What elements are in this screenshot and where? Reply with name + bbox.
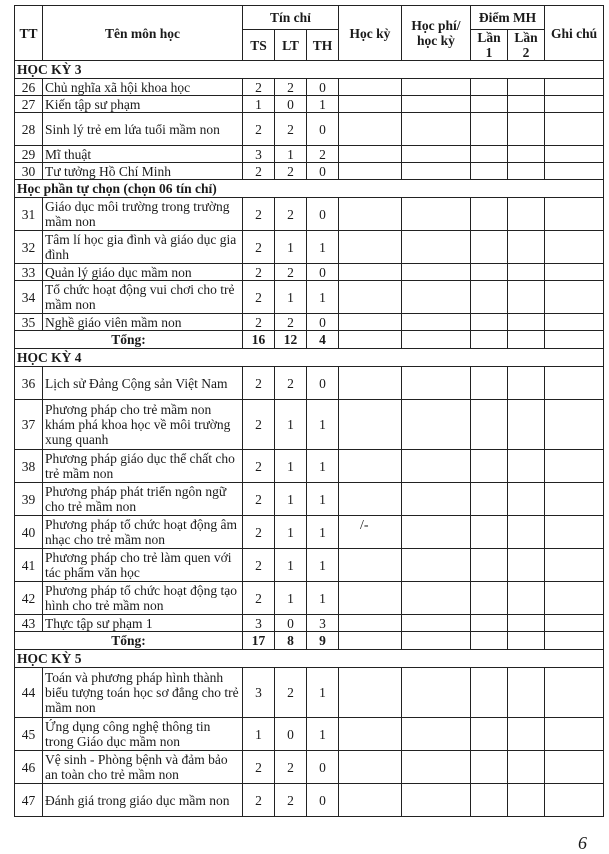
row-lan1	[471, 582, 508, 615]
row-lan2	[508, 615, 545, 632]
row-hoc-phi	[402, 314, 471, 331]
row-ts: 2	[243, 549, 275, 582]
header-th: TH	[307, 30, 339, 61]
row-hoc-ky	[339, 549, 402, 582]
row-th: 0	[307, 264, 339, 281]
row-lt: 2	[275, 314, 307, 331]
row-hoc-ky	[339, 516, 402, 549]
row-th: 0	[307, 314, 339, 331]
row-ghi-chu	[545, 549, 604, 582]
table-row	[15, 79, 604, 96]
row-name: Quản lý giáo dục mầm non	[43, 264, 243, 281]
row-lan1	[471, 96, 508, 113]
hoc-phi-mark: /-	[360, 518, 369, 533]
row-ghi-chu	[545, 198, 604, 231]
row-th: 1	[307, 483, 339, 516]
row-lan1	[471, 751, 508, 784]
table-row	[15, 96, 604, 113]
row-name: Tư tưởng Hồ Chí Minh	[43, 163, 243, 180]
row-lan1	[471, 264, 508, 281]
row-ts: 2	[243, 79, 275, 96]
header-lan2: Lần 2	[508, 30, 545, 61]
row-hoc-phi	[402, 549, 471, 582]
row-lt: 1	[275, 582, 307, 615]
row-lan1	[471, 718, 508, 751]
row-hoc-phi	[402, 113, 471, 146]
row-th: 1	[307, 281, 339, 314]
row-name: Tổ chức hoạt động vui chơi cho trẻ mầm non	[43, 281, 243, 314]
total-row-hk4	[15, 632, 604, 650]
row-hoc-phi	[402, 400, 471, 450]
row-lan1	[471, 784, 508, 817]
row-lt: 0	[275, 615, 307, 632]
row-ts: 2	[243, 314, 275, 331]
row-hoc-ky	[339, 314, 402, 331]
row-th: 0	[307, 367, 339, 400]
row-hoc-ky	[339, 483, 402, 516]
row-lan1	[471, 367, 508, 400]
row-hoc-phi	[402, 784, 471, 817]
row-lan1	[471, 483, 508, 516]
row-ghi-chu	[545, 668, 604, 718]
table-row	[15, 668, 604, 718]
row-th: 0	[307, 163, 339, 180]
row-ghi-chu	[545, 231, 604, 264]
row-lan1	[471, 113, 508, 146]
table-row	[15, 163, 604, 180]
row-lan1	[471, 79, 508, 96]
row-lan1	[471, 198, 508, 231]
total-row-hk3	[15, 331, 604, 349]
row-lan2	[508, 96, 545, 113]
row-lan2	[508, 784, 545, 817]
header-tt: TT	[15, 6, 43, 61]
table-row	[15, 549, 604, 582]
row-name: Tâm lí học gia đình và giáo dục gia đình	[43, 231, 243, 264]
table-row	[15, 400, 604, 450]
row-ts: 2	[243, 582, 275, 615]
total-label: Tổng:	[15, 331, 243, 349]
row-lan2	[508, 264, 545, 281]
row-th: 3	[307, 615, 339, 632]
row-ts: 1	[243, 96, 275, 113]
row-ts: 2	[243, 113, 275, 146]
row-tt: 32	[15, 231, 43, 264]
row-lan2	[508, 231, 545, 264]
header-tin-chi: Tín chỉ	[243, 6, 339, 30]
row-hoc-phi	[402, 163, 471, 180]
row-th: 1	[307, 516, 339, 549]
table-row	[15, 516, 604, 549]
row-ghi-chu	[545, 582, 604, 615]
row-tt: 38	[15, 450, 43, 483]
table-row	[15, 751, 604, 784]
total-label: Tổng:	[15, 632, 243, 650]
row-hoc-phi	[402, 516, 471, 549]
row-name: Ứng dụng công nghệ thông tin trong Giáo dục mầm non	[43, 718, 243, 751]
row-name: Phương pháp phát triển ngôn ngữ cho trẻ mầm non	[43, 483, 243, 516]
row-hoc-ky	[339, 264, 402, 281]
row-ghi-chu	[545, 516, 604, 549]
row-hoc-ky	[339, 231, 402, 264]
table-row	[15, 367, 604, 400]
row-name: Nghề giáo viên mầm non	[43, 314, 243, 331]
row-hoc-ky	[339, 96, 402, 113]
table-row	[15, 450, 604, 483]
row-th: 1	[307, 400, 339, 450]
row-ghi-chu	[545, 400, 604, 450]
row-ts: 2	[243, 450, 275, 483]
row-tt: 39	[15, 483, 43, 516]
row-name: Giáo dục môi trường trong trường mầm non	[43, 198, 243, 231]
row-hoc-ky	[339, 582, 402, 615]
row-ts: 2	[243, 367, 275, 400]
row-tt: 44	[15, 668, 43, 718]
row-lt: 2	[275, 784, 307, 817]
total-ts: 17	[243, 632, 275, 650]
row-ts: 2	[243, 198, 275, 231]
row-th: 1	[307, 718, 339, 751]
row-hoc-phi	[402, 718, 471, 751]
row-hoc-ky	[339, 113, 402, 146]
row-lan2	[508, 516, 545, 549]
row-name: Chủ nghĩa xã hội khoa học	[43, 79, 243, 96]
row-ghi-chu	[545, 163, 604, 180]
row-tt: 45	[15, 718, 43, 751]
row-ts: 2	[243, 784, 275, 817]
table-row	[15, 718, 604, 751]
row-ts: 2	[243, 400, 275, 450]
row-ts: 2	[243, 516, 275, 549]
row-hoc-phi	[402, 668, 471, 718]
row-hoc-phi	[402, 231, 471, 264]
table-row	[15, 231, 604, 264]
row-lan2	[508, 367, 545, 400]
row-name: Toán và phương pháp hình thành biểu tượng toán học sơ đẳng cho trẻ mầm non	[43, 668, 243, 718]
page-number: 6	[578, 833, 587, 853]
row-ghi-chu	[545, 784, 604, 817]
row-tt: 47	[15, 784, 43, 817]
section-elective: Học phần tự chọn (chọn 06 tín chỉ)	[15, 180, 604, 198]
table-row	[15, 582, 604, 615]
row-hoc-ky	[339, 79, 402, 96]
row-lan1	[471, 615, 508, 632]
row-lan2	[508, 400, 545, 450]
row-hoc-ky	[339, 751, 402, 784]
row-hoc-ky	[339, 198, 402, 231]
row-ts: 2	[243, 751, 275, 784]
row-ghi-chu	[545, 314, 604, 331]
row-hoc-ky	[339, 784, 402, 817]
row-hoc-phi	[402, 483, 471, 516]
section-hk4: HỌC KỲ 4	[15, 349, 604, 367]
row-ghi-chu	[545, 718, 604, 751]
row-lt: 1	[275, 281, 307, 314]
row-lt: 0	[275, 718, 307, 751]
row-ts: 3	[243, 615, 275, 632]
row-hoc-ky	[339, 615, 402, 632]
row-ts: 2	[243, 281, 275, 314]
row-lt: 2	[275, 79, 307, 96]
header-hoc-phi: Học phí/ học kỳ	[402, 6, 471, 61]
row-lan1	[471, 668, 508, 718]
row-tt: 33	[15, 264, 43, 281]
row-hoc-ky	[339, 281, 402, 314]
row-name: Kiến tập sư phạm	[43, 96, 243, 113]
row-tt: 42	[15, 582, 43, 615]
row-lt: 2	[275, 113, 307, 146]
row-lan2	[508, 163, 545, 180]
row-name: Phương pháp tổ chức hoạt động âm nhạc cho trẻ mầm non	[43, 516, 243, 549]
table-row	[15, 264, 604, 281]
row-lan2	[508, 718, 545, 751]
row-hoc-phi	[402, 281, 471, 314]
row-lan2	[508, 582, 545, 615]
row-lan2	[508, 751, 545, 784]
row-lan1	[471, 163, 508, 180]
header-ghi-chu: Ghi chú	[545, 6, 604, 61]
row-tt: 35	[15, 314, 43, 331]
row-hoc-ky	[339, 668, 402, 718]
table-row	[15, 483, 604, 516]
row-lan2	[508, 113, 545, 146]
row-th: 1	[307, 549, 339, 582]
row-th: 1	[307, 582, 339, 615]
row-lan2	[508, 79, 545, 96]
total-lt: 12	[275, 331, 307, 349]
row-tt: 41	[15, 549, 43, 582]
total-th: 4	[307, 331, 339, 349]
row-lan2	[508, 314, 545, 331]
row-ts: 2	[243, 163, 275, 180]
row-lan1	[471, 231, 508, 264]
row-lan2	[508, 281, 545, 314]
row-tt: 30	[15, 163, 43, 180]
row-tt: 43	[15, 615, 43, 632]
row-lan2	[508, 198, 545, 231]
row-lan1	[471, 281, 508, 314]
row-hoc-phi	[402, 79, 471, 96]
row-name: Thực tập sư phạm 1	[43, 615, 243, 632]
row-hoc-phi	[402, 146, 471, 163]
row-hoc-ky	[339, 400, 402, 450]
row-name: Phương pháp tổ chức hoạt động tạo hình cho trẻ mầm non	[43, 582, 243, 615]
row-ts: 2	[243, 483, 275, 516]
header-diem-mh: Điểm MH	[471, 6, 545, 30]
row-tt: 31	[15, 198, 43, 231]
header-lan1: Lần 1	[471, 30, 508, 61]
header-lt: LT	[275, 30, 307, 61]
table-row	[15, 784, 604, 817]
row-tt: 34	[15, 281, 43, 314]
table-row	[15, 314, 604, 331]
row-ghi-chu	[545, 113, 604, 146]
table-row	[15, 146, 604, 163]
table-row	[15, 281, 604, 314]
row-name: Sinh lý trẻ em lứa tuổi mầm non	[43, 113, 243, 146]
row-name: Mĩ thuật	[43, 146, 243, 163]
row-th: 1	[307, 450, 339, 483]
row-hoc-ky	[339, 450, 402, 483]
row-lt: 1	[275, 450, 307, 483]
total-lt: 8	[275, 632, 307, 650]
row-hoc-phi	[402, 582, 471, 615]
row-tt: 29	[15, 146, 43, 163]
row-hoc-phi	[402, 198, 471, 231]
row-name: Phương pháp cho trẻ mầm non khám phá khoa học về môi trường xung quanh	[43, 400, 243, 450]
row-lt: 1	[275, 231, 307, 264]
row-lt: 1	[275, 146, 307, 163]
total-th: 9	[307, 632, 339, 650]
row-name: Đánh giá trong giáo dục mầm non	[43, 784, 243, 817]
row-lan1	[471, 549, 508, 582]
row-lt: 2	[275, 751, 307, 784]
row-name: Phương pháp cho trẻ làm quen với tác phẩm văn học	[43, 549, 243, 582]
row-name: Phương pháp giáo dục thể chất cho trẻ mầm non	[43, 450, 243, 483]
row-hoc-ky	[339, 146, 402, 163]
row-th: 1	[307, 231, 339, 264]
row-tt: 28	[15, 113, 43, 146]
row-th: 0	[307, 784, 339, 817]
total-ts: 16	[243, 331, 275, 349]
row-lan2	[508, 146, 545, 163]
row-th: 2	[307, 146, 339, 163]
row-lan2	[508, 668, 545, 718]
row-ghi-chu	[545, 751, 604, 784]
section-hk5: HỌC KỲ 5	[15, 650, 604, 668]
table-row	[15, 615, 604, 632]
row-ts: 3	[243, 668, 275, 718]
row-hoc-ky	[339, 718, 402, 751]
row-ts: 2	[243, 264, 275, 281]
row-lt: 0	[275, 96, 307, 113]
row-lan2	[508, 450, 545, 483]
row-ghi-chu	[545, 615, 604, 632]
row-ts: 1	[243, 718, 275, 751]
curriculum-table	[14, 5, 604, 817]
row-hoc-phi	[402, 450, 471, 483]
row-ts: 3	[243, 146, 275, 163]
row-ghi-chu	[545, 281, 604, 314]
row-lan1	[471, 400, 508, 450]
row-lt: 2	[275, 367, 307, 400]
row-hoc-phi	[402, 367, 471, 400]
row-ts: 2	[243, 231, 275, 264]
header-ts: TS	[243, 30, 275, 61]
row-lt: 1	[275, 516, 307, 549]
row-lan1	[471, 146, 508, 163]
row-tt: 26	[15, 79, 43, 96]
row-tt: 27	[15, 96, 43, 113]
section-hk3: HỌC KỲ 3	[15, 61, 604, 79]
row-tt: 37	[15, 400, 43, 450]
row-lan1	[471, 314, 508, 331]
row-lt: 2	[275, 264, 307, 281]
row-th: 1	[307, 668, 339, 718]
header-hoc-ky: Học kỳ	[339, 6, 402, 61]
row-th: 0	[307, 198, 339, 231]
header-ten-mon-hoc: Tên môn học	[43, 6, 243, 61]
row-name: Lịch sử Đảng Cộng sản Việt Nam	[43, 367, 243, 400]
row-ghi-chu	[545, 79, 604, 96]
row-hoc-ky	[339, 163, 402, 180]
row-tt: 36	[15, 367, 43, 400]
row-hoc-phi	[402, 96, 471, 113]
row-lt: 1	[275, 483, 307, 516]
row-lan1	[471, 516, 508, 549]
row-lt: 2	[275, 668, 307, 718]
table-row	[15, 113, 604, 146]
row-lan1	[471, 450, 508, 483]
row-th: 0	[307, 113, 339, 146]
row-tt: 46	[15, 751, 43, 784]
row-hoc-phi	[402, 751, 471, 784]
row-ghi-chu	[545, 483, 604, 516]
row-hoc-ky	[339, 367, 402, 400]
row-th: 0	[307, 79, 339, 96]
row-tt: 40	[15, 516, 43, 549]
row-th: 0	[307, 751, 339, 784]
row-ghi-chu	[545, 264, 604, 281]
row-hoc-phi	[402, 264, 471, 281]
row-th: 1	[307, 96, 339, 113]
row-ghi-chu	[545, 146, 604, 163]
row-lt: 2	[275, 163, 307, 180]
row-lan2	[508, 549, 545, 582]
row-lt: 2	[275, 198, 307, 231]
row-lan2	[508, 483, 545, 516]
row-lt: 1	[275, 549, 307, 582]
row-ghi-chu	[545, 450, 604, 483]
row-ghi-chu	[545, 96, 604, 113]
row-name: Vệ sinh - Phòng bệnh và đảm bảo an toàn cho trẻ mầm non	[43, 751, 243, 784]
row-hoc-phi	[402, 615, 471, 632]
row-ghi-chu	[545, 367, 604, 400]
table-row	[15, 198, 604, 231]
row-lt: 1	[275, 400, 307, 450]
